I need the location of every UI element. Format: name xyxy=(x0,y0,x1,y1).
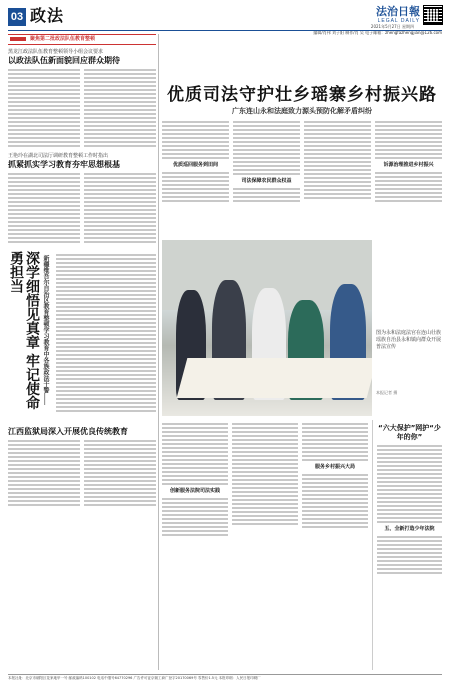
qr-code-icon xyxy=(424,6,442,24)
main-lower-body xyxy=(162,420,442,670)
masthead-english: LEGAL DAILY xyxy=(377,18,420,24)
main-lower-subhead-1: 创新服务法院司法实践 xyxy=(169,488,220,494)
story1-kicker: 黑龙江政法队伍教育整顿领导小组会议要求 xyxy=(8,49,104,55)
section-title: 政法 xyxy=(30,6,65,25)
sidebar-body xyxy=(377,445,442,523)
story2-headline: 抓紧抓实学习教育夯牢思想根基 xyxy=(8,160,120,169)
masthead-logo: 法治日報 xyxy=(376,5,420,18)
main-subhead-2: 司法保障农民群众权益 xyxy=(241,178,292,184)
story1-headline: 以政法队伍新面貌回应群众期待 xyxy=(8,56,120,65)
main-subhead: 广东连山永和法庭致力源头预防化解矛盾纠纷 xyxy=(232,107,372,115)
photo-credit: 本报记者 摄 xyxy=(376,390,398,395)
story1-body xyxy=(8,69,156,149)
main-intro xyxy=(162,118,442,204)
main-lower-columns xyxy=(162,423,368,538)
sidebar-story xyxy=(372,420,442,670)
page-footer: 本报社址：北京市朝阳区花家地甲一号 邮政编码100102 电话中继号64770296 广告许可证京朝工商广登字20170069号 零售价1.5元 本报印刷：人民日报印刷厂 xyxy=(8,674,442,683)
main-intro-body xyxy=(162,121,442,204)
photo-caption: 图为永和法庭法官在连山壮族瑶族自治县永和镇向群众开展普法宣传 xyxy=(376,330,442,350)
left-column xyxy=(8,34,156,674)
story3-body xyxy=(56,254,156,419)
sidebar-subhead: 五、全新打造少年法院 xyxy=(384,526,435,532)
main-subhead-3: 诉源治理推进乡村振兴 xyxy=(383,162,434,168)
sidebar-headline: “六大保护”网护“少年的你” xyxy=(378,424,441,441)
story3-vertical-headline: 深学细悟见真章 牢记使命勇担当 xyxy=(8,251,40,410)
news-photo xyxy=(162,240,372,416)
page-number: 03 xyxy=(8,8,26,26)
main-subhead-1: 优质巡回服务到田间 xyxy=(172,162,218,168)
story2-body xyxy=(8,173,156,245)
column-divider xyxy=(158,34,159,670)
story3-block xyxy=(8,251,156,419)
story3-vertical-subhead: 新疆维吾尔自治区教育整顿学习教育中各族政法干警…… xyxy=(42,255,49,405)
main-lower-subhead-2: 服务乡村振兴大局 xyxy=(314,464,355,470)
story2-kicker: 王艳玲在湖北司法厅调研教育整顿工作时指出 xyxy=(8,153,109,159)
column-banner: 聚焦第二批政法队伍教育整顿 xyxy=(8,34,156,45)
editor-line: 编辑/肖伟 刘子阳 制作/肖 吴 电子邮箱：zhengfazhengjian@126.com xyxy=(313,30,442,35)
header-rule xyxy=(8,30,442,31)
date-line: 2021年5月27日 星期四 xyxy=(370,24,414,29)
page-header xyxy=(8,5,442,35)
main-headline: 优质司法守护壮乡瑶寨乡村振兴路 xyxy=(167,85,437,105)
main-story xyxy=(162,34,442,674)
story4-headline: 江西监狱局深入开展优良传统教育 xyxy=(8,427,128,436)
story4-body xyxy=(8,440,156,508)
